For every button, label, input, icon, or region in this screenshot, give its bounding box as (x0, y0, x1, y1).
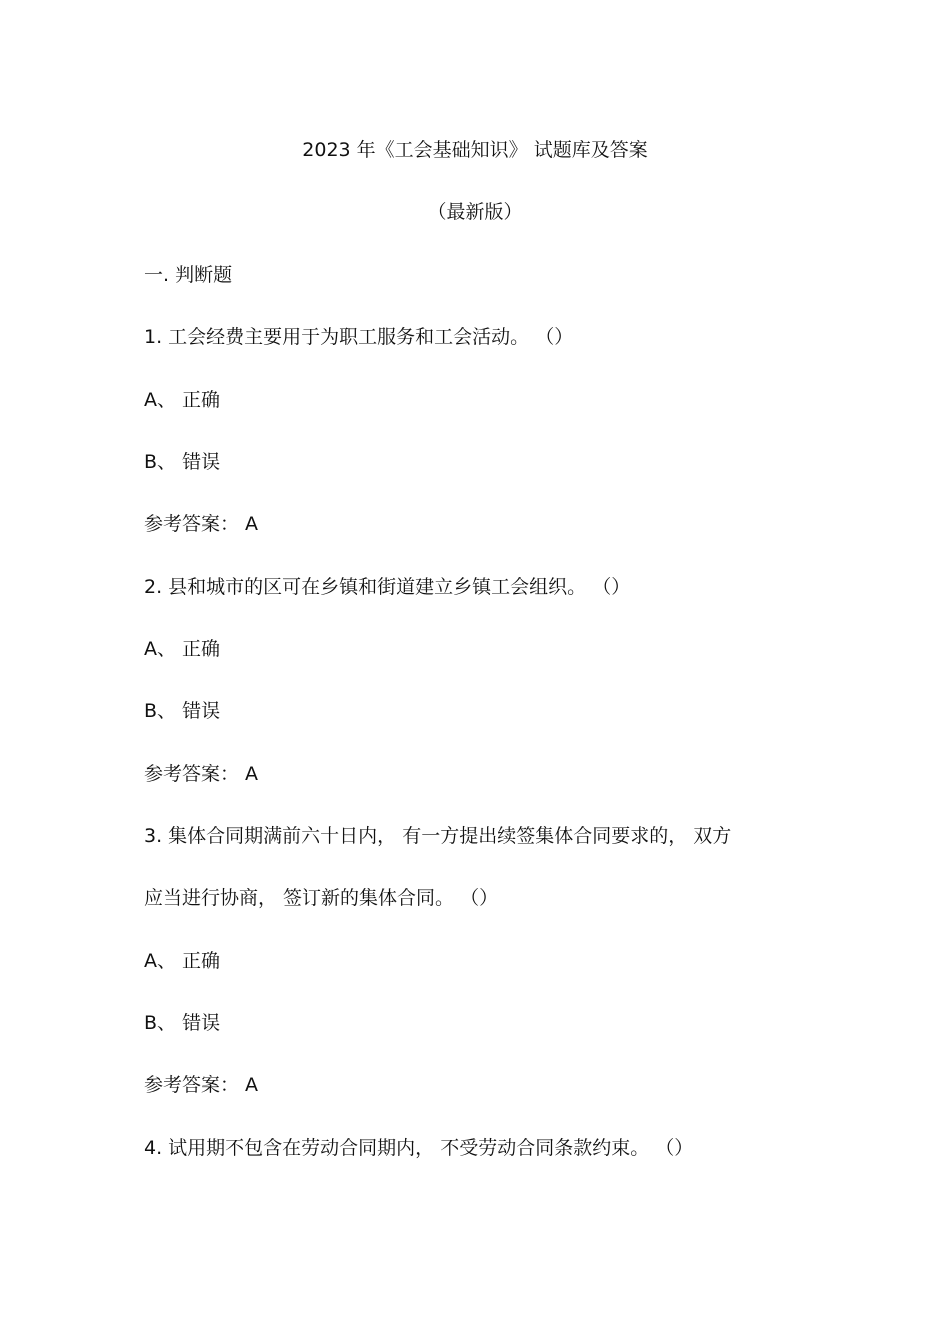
question-3-option-b: B、 错误 (144, 1012, 221, 1034)
question-3-answer: 参考答案： A (144, 1074, 259, 1096)
section-heading: 一. 判断题 (144, 264, 233, 286)
question-2-option-b: B、 错误 (144, 700, 221, 722)
question-1-option-b: B、 错误 (144, 451, 221, 473)
document-title: 2023 年《工会基础知识》 试题库及答案 (302, 139, 648, 161)
question-2-text: 2. 县和城市的区可在乡镇和街道建立乡镇工会组织。 （） (144, 576, 631, 598)
document-subtitle: （最新版） (427, 201, 523, 223)
question-3-text-line-1: 3. 集体合同期满前六十日内， 有一方提出续签集体合同要求的， 双方 (144, 825, 732, 847)
question-1-answer: 参考答案： A (144, 513, 259, 535)
question-1-option-a: A、 正确 (144, 389, 221, 411)
question-3-text-line-2: 应当进行协商， 签订新的集体合同。 （） (144, 887, 499, 909)
question-4-text: 4. 试用期不包含在劳动合同期内， 不受劳动合同条款约束。 （） (144, 1137, 694, 1159)
question-3-option-a: A、 正确 (144, 950, 221, 972)
question-2-answer: 参考答案： A (144, 763, 259, 785)
question-1-text: 1. 工会经费主要用于为职工服务和工会活动。 （） (144, 326, 574, 348)
question-2-option-a: A、 正确 (144, 638, 221, 660)
